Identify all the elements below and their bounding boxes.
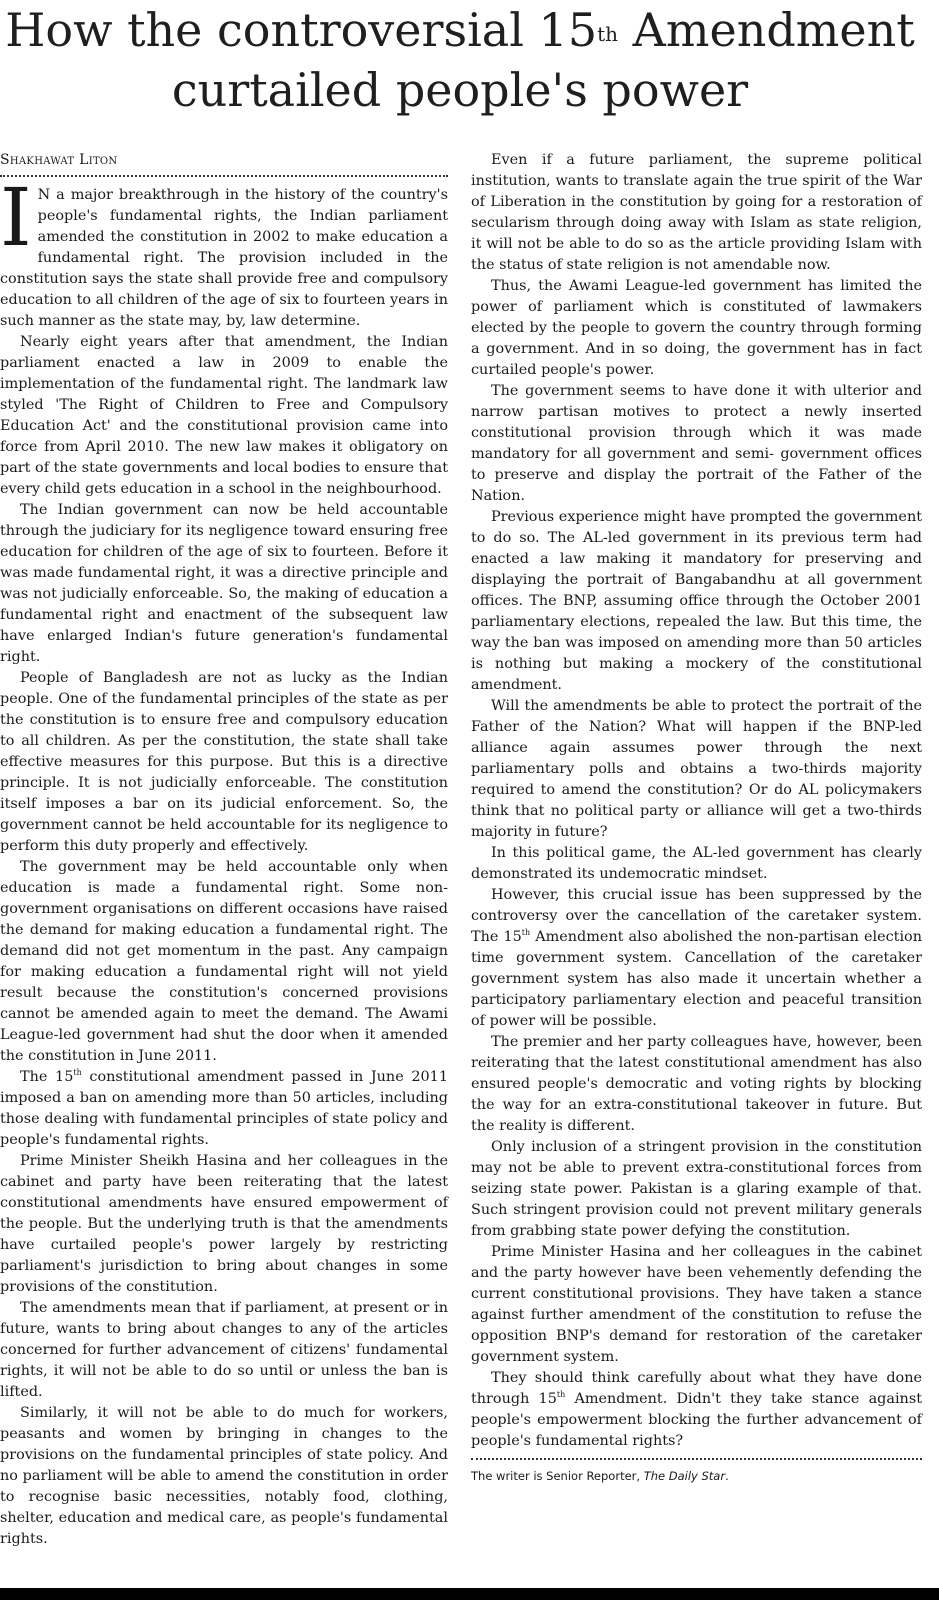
paragraph: In this political game, the AL-led government has clearly demonstrated its undemocratic mindset. — [471, 845, 922, 882]
superscript: th — [556, 1390, 566, 1399]
paragraph — [471, 885, 922, 1032]
bottom-border-bar — [0, 1588, 939, 1600]
paragraph: The government may be held accountable only when education is made a fundamental right. Some non-government organisations on different occasions have raised the demand for making education a fundamental right. The demand did not get momentum in the past. Any campaign for making education a fundamental right will not yield result because the constitution's concerned provisions cannot be amended again to meet the demand. The Awami League-led government had shut the door when it amended the constitution in June 2011. — [0, 859, 448, 1064]
paragraph: Only inclusion of a stringent provision in the constitution may not be able to prevent extra-constitutional forces from seizing state power. Pakistan is a glaring example of that. Such stringent provision could not prevent military generals from grabbing state power defying the constitution. — [471, 1139, 922, 1239]
headline-superscript: th — [597, 22, 619, 46]
paragraph: The premier and her party colleagues have, however, been reiterating that the latest constitutional amendment has also ensured people's democratic and voting rights by blocking the way for an extra-constitutional takeover in future. But the reality is different. — [471, 1034, 922, 1134]
headline-line-2: curtailed people's power — [171, 63, 749, 117]
headline-text-end: Amendment — [618, 3, 915, 57]
byline: Shakhawat Liton — [0, 150, 448, 177]
paragraph: People of Bangladesh are not as lucky as the Indian people. One of the fundamental principles of the state as per the constitution is to ensure free and compulsory education to all children. As per the constitution, the state shall take effective measures for this purpose. But this is a directive principle. It is not judicially enforceable. The constitution itself imposes a bar on its judicial enforcement. So, the government cannot be held accountable for its negligence to perform this duty properly and effectively. — [0, 670, 448, 854]
right-column — [471, 150, 922, 1484]
author-footnote — [471, 1458, 922, 1484]
paragraph-text: constitutional amendment passed in June 2011 imposed a ban on amending more than 50 articles, including those dealing with fundamental principles of state policy and people's fundamental rights. — [0, 1069, 448, 1148]
paragraph-text: Amendment also abolished the non-partisan election time government system. Cancellation of the caretaker government system has also made it uncertain whether a participatory parliamentary election and peaceful transition of power will be possible. — [471, 929, 922, 1029]
paragraph: Will the amendments be able to protect the portrait of the Father of the Nation? What will happen if the BNP-led alliance again assumes power through the next parliamentary polls and obtains a two-thirds majority required to amend the constitution? Or do AL policymakers think that no political party or alliance will get a two-thirds majority in future? — [471, 698, 922, 840]
paragraph-text: The 15 — [20, 1069, 74, 1085]
paragraph — [0, 1067, 448, 1151]
paragraph: The government seems to have done it with ulterior and narrow partisan motives to protect a newly inserted constitutional provision through which it was made mandatory for all government and semi- government offices to preserve and display the portrait of the Father of the Nation. — [471, 383, 922, 504]
paragraph: Thus, the Awami League-led government has limited the power of parliament which is constituted of lawmakers elected by the people to govern the country through forming a government. And in so doing, the government has in fact curtailed people's power. — [471, 278, 922, 378]
paragraph: The Indian government can now be held accountable through the judiciary for its negligence toward ensuring free education for children of the age of six to fourteen. Before it was made fundamental right, it was a directive principle and was not judicially enforceable. So, the making of education a fundamental right and enactment of the subsequent law have enlarged Indian's future generation's fundamental right. — [0, 502, 448, 665]
paragraph: Prime Minister Hasina and her colleagues in the cabinet and the party however have been vehemently defending the current constitutional provisions. They have taken a stance against further amendment of the constitution to refuse the opposition BNP's demand for restoration of the caretaker government system. — [471, 1244, 922, 1365]
paragraph-text: They should think carefully about what they have done through 15 — [471, 1370, 922, 1407]
paragraph-text: Amendment. Didn't they take stance against people's empowerment blocking the further advancement of people's fundamental rights? — [471, 1391, 922, 1449]
headline-text: How the controversial 15 — [5, 3, 598, 57]
paragraph — [471, 1368, 922, 1452]
footnote-text: The writer is Senior Reporter, — [471, 1469, 644, 1483]
paragraph-text: N a major breakthrough in the history of the country's people's fundamental rights, the Indian parliament amended the constitution in 2002 to make education a fundamental right. The provision included in the constitution says the state shall provide free and compulsory education to all children of the age of six to fourteen years in such manner as the state may, by, law determine. — [0, 187, 448, 329]
drop-cap: I — [0, 171, 32, 264]
headline — [0, 0, 920, 120]
footnote-end: . — [725, 1469, 729, 1483]
paragraph: The amendments mean that if parliament, at present or in future, wants to bring about changes to any of the articles concerned for further advancement of citizens' fundamental rights, it will not be able to do so until or unless the ban is lifted. — [0, 1300, 448, 1400]
paragraph — [0, 171, 448, 332]
paragraph: Even if a future parliament, the supreme political institution, wants to translate again the true spirit of the War of Liberation in the constitution by going for a restoration of secularism through doing away with Islam as state religion, it will not be able to do so as the article providing Islam with the status of state religion is not amendable now. — [471, 152, 922, 273]
paragraph: Similarly, it will not be able to do much for workers, peasants and women by bringing in changes to the provisions on the fundamental principles of state policy. And no parliament will be able to amend the constitution in order to recognise basic necessities, notably food, clothing, shelter, education and medical care, as people's fundamental rights. — [0, 1405, 448, 1547]
superscript: th — [521, 928, 531, 937]
paragraph: Previous experience might have prompted the government to do so. The AL-led government in its previous term had enacted a law making it mandatory for preserving and displaying the portrait of Bangabandhu at all government offices. The BNP, assuming office through the October 2001 parliamentary elections, repealed the law. But this time, the way the ban was imposed on amending more than 50 articles is nothing but making a mockery of the constitutional amendment. — [471, 509, 922, 693]
paragraph-text: However, this crucial issue has been suppressed by the controversy over the cancellation of the caretaker system. The 15 — [471, 887, 922, 945]
left-column — [0, 150, 448, 1550]
paragraph: Prime Minister Sheikh Hasina and her colleagues in the cabinet and party have been reiterating that the latest constitutional amendments have ensured empowerment of the people. But the underlying truth is that the amendments have curtailed people's power largely by restricting parliament's jurisdiction to bring about changes in some provisions of the constitution. — [0, 1153, 448, 1295]
superscript: th — [73, 1068, 82, 1077]
publication-name: The Daily Star — [643, 1469, 726, 1483]
paragraph: Nearly eight years after that amendment, the Indian parliament enacted a law in 2009 to enable the implementation of the fundamental right. The landmark law styled 'The Right of Children to Free and Compulsory Education Act' and the constitutional provision came into force from April 2010. The new law makes it obligatory on part of the state governments and local bodies to ensure that every child gets education in a school in the neighbourhood. — [0, 334, 448, 497]
